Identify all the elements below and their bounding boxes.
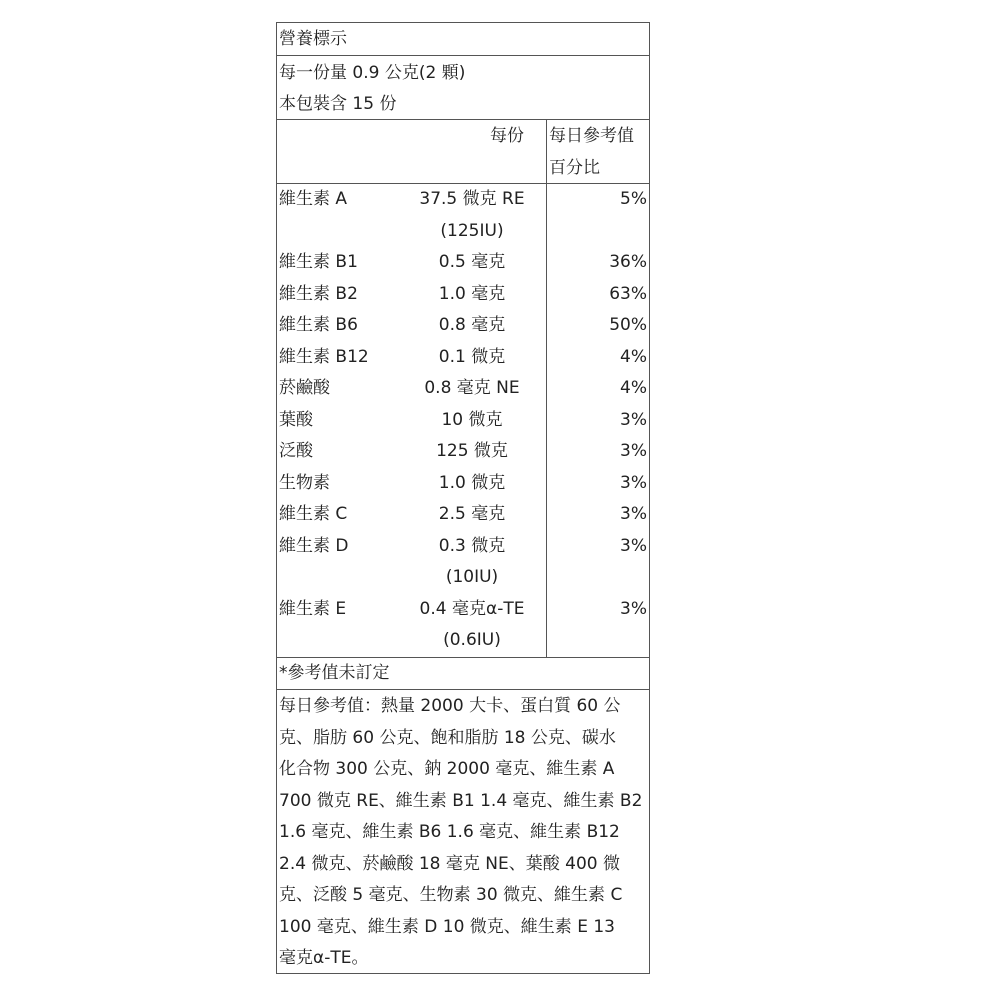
- nutrient-name: 維生素 E: [279, 598, 347, 619]
- nutrient-daily-value: 3%: [620, 598, 647, 619]
- nutrient-name: 泛酸: [279, 441, 313, 461]
- nutrient-amount: 1.0 微克: [438, 472, 506, 493]
- daily-reference-line: 1.6 毫克、維生素 B6 1.6 毫克、維生素 B12: [279, 822, 620, 842]
- divider: [277, 55, 649, 56]
- nutrient-daily-value: 3%: [620, 535, 647, 556]
- nutrient-amount: 125 微克: [436, 441, 508, 461]
- column-per-serving: 每份: [490, 126, 524, 146]
- daily-reference-line: 克、泛酸 5 毫克、生物素 30 微克、維生素 C: [279, 885, 623, 905]
- nutrient-daily-value: 50%: [609, 315, 647, 335]
- column-daily-value-percent: 百分比: [549, 158, 600, 178]
- daily-reference-line: 毫克α-TE。: [279, 948, 369, 968]
- nutrient-name: 生物素: [279, 472, 330, 493]
- column-daily-value: 每日參考值: [549, 126, 634, 146]
- daily-reference-line: 100 毫克、維生素 D 10 微克、維生素 E 13: [279, 916, 615, 937]
- nutrient-amount: 10 微克: [441, 409, 503, 430]
- daily-reference-line: 2.4 微克、菸鹼酸 18 毫克 NE、葉酸 400 微: [279, 853, 620, 874]
- daily-reference-line: 每日參考值：熱量 2000 大卡、蛋白質 60 公: [279, 696, 621, 716]
- nutrient-amount-iu: (0.6IU): [443, 630, 501, 650]
- label-title: 營養標示: [279, 29, 347, 49]
- nutrient-amount: 0.8 毫克: [438, 315, 506, 335]
- nutrient-daily-value: 63%: [609, 283, 647, 304]
- footnote: *參考值未訂定: [279, 663, 390, 683]
- nutrient-amount: 0.4 毫克α-TE: [419, 598, 525, 619]
- nutrient-amount: 37.5 微克 RE: [419, 189, 525, 209]
- nutrient-amount: 0.1 微克: [438, 346, 506, 367]
- nutrient-daily-value: 3%: [620, 409, 647, 430]
- divider: [277, 689, 649, 690]
- nutrient-amount: 0.3 微克: [438, 535, 506, 556]
- nutrient-amount: 2.5 毫克: [438, 504, 506, 524]
- nutrient-name: 維生素 B12: [279, 346, 369, 367]
- nutrient-amount: 1.0 毫克: [438, 283, 506, 304]
- nutrient-daily-value: 36%: [609, 252, 647, 272]
- nutrient-name: 維生素 B1: [279, 252, 358, 272]
- nutrient-name: 菸鹼酸: [279, 378, 330, 398]
- nutrient-name: 維生素 B6: [279, 315, 358, 335]
- nutrition-facts-label: [276, 22, 650, 974]
- nutrient-daily-value: 3%: [620, 504, 647, 524]
- nutrient-amount-iu: (125IU): [440, 220, 504, 241]
- nutrient-daily-value: 3%: [620, 441, 647, 461]
- nutrient-amount-iu: (10IU): [445, 567, 499, 587]
- divider: [277, 119, 649, 120]
- nutrient-daily-value: 3%: [620, 472, 647, 493]
- nutrient-name: 維生素 D: [279, 535, 349, 556]
- servings-per-package: 本包裝含 15 份: [279, 94, 397, 114]
- nutrient-daily-value: 4%: [620, 346, 647, 367]
- nutrient-daily-value: 5%: [620, 189, 647, 209]
- daily-reference-line: 700 微克 RE、維生素 B1 1.4 毫克、維生素 B2: [279, 790, 643, 811]
- nutrient-amount: 0.8 毫克 NE: [424, 378, 520, 398]
- nutrient-amount: 0.5 毫克: [438, 252, 506, 272]
- serving-size: 每一份量 0.9 公克(2 顆): [279, 63, 466, 83]
- daily-reference-line: 克、脂肪 60 公克、飽和脂肪 18 公克、碳水: [279, 727, 616, 748]
- nutrient-name: 葉酸: [279, 409, 313, 430]
- nutrient-name: 維生素 B2: [279, 283, 358, 304]
- nutrient-name: 維生素 C: [279, 504, 348, 524]
- nutrient-name: 維生素 A: [279, 189, 348, 209]
- daily-reference-line: 化合物 300 公克、鈉 2000 毫克、維生素 A: [279, 759, 615, 779]
- nutrient-daily-value: 4%: [620, 378, 647, 398]
